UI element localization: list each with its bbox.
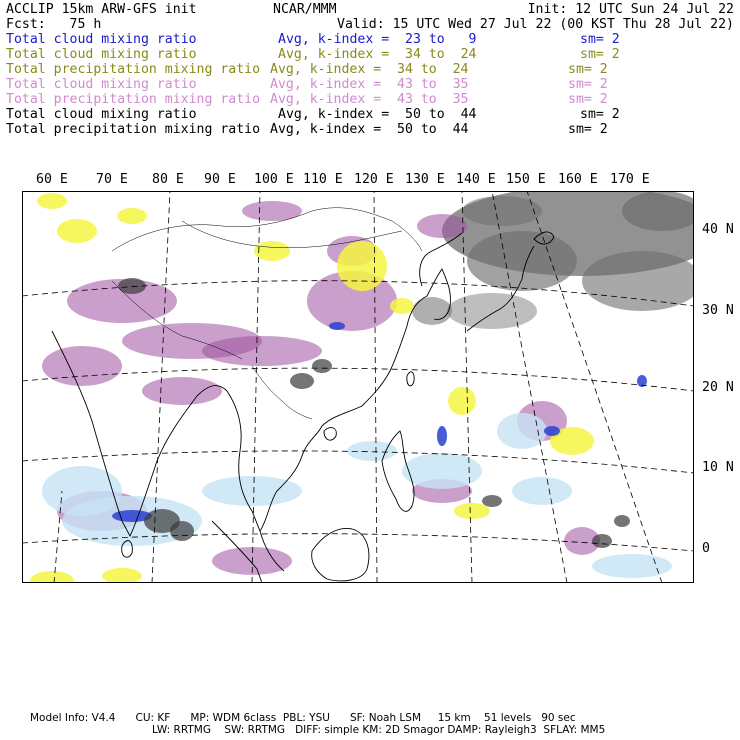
longitude-label: 70 E xyxy=(96,172,128,187)
legend-smoothing: sm= 2 xyxy=(568,122,608,137)
cloud-yellow-patch xyxy=(117,208,147,224)
legend-field-name: Total cloud mixing ratio xyxy=(6,47,197,62)
cloud-yellow-patch xyxy=(254,241,290,261)
init-time: Init: 12 UTC Sun 24 Jul 22 xyxy=(527,2,734,17)
longitude-label: 60 E xyxy=(36,172,68,187)
legend-smoothing: sm= 2 xyxy=(568,77,608,92)
cloud-blue-patch xyxy=(437,426,447,446)
cloud-yellow-patch xyxy=(37,193,67,209)
cloud-core-patch xyxy=(592,534,612,548)
longitude-label: 130 E xyxy=(405,172,445,187)
longitude-label: 160 E xyxy=(558,172,598,187)
cloud-core-patch xyxy=(170,521,194,541)
legend-field-name: Total cloud mixing ratio xyxy=(6,32,197,47)
latitude-label: 30 N xyxy=(702,303,734,318)
legend-smoothing: sm= 2 xyxy=(568,62,608,77)
cloud-lightblue-patch xyxy=(512,477,572,505)
cloud-blue-patch xyxy=(544,426,560,436)
legend-k-index-range: Avg, k-index = 43 to 35 xyxy=(270,92,469,107)
cloud-lightblue-patch xyxy=(497,413,547,449)
cloud-gray-patch xyxy=(447,293,537,329)
legend-field-name: Total cloud mixing ratio xyxy=(6,77,197,92)
run-title: ACCLIP 15km ARW-GFS init xyxy=(6,2,197,17)
cloud-core-patch xyxy=(312,359,332,373)
map-canvas xyxy=(22,191,694,583)
longitude-label: 90 E xyxy=(204,172,236,187)
legend-smoothing: sm= 2 xyxy=(580,32,620,47)
legend-field-name: Total precipitation mixing ratio xyxy=(6,62,261,77)
legend-k-index-range: Avg, k-index = 34 to 24 xyxy=(278,47,477,62)
cloud-map xyxy=(22,191,694,583)
legend-field-name: Total cloud mixing ratio xyxy=(6,107,197,122)
legend-field-name: Total precipitation mixing ratio xyxy=(6,92,261,107)
latitude-label: 40 N xyxy=(702,222,734,237)
longitude-label: 110 E xyxy=(303,172,343,187)
legend-smoothing: sm= 2 xyxy=(580,47,620,62)
longitude-label: 170 E xyxy=(610,172,650,187)
latitude-label: 10 N xyxy=(702,460,734,475)
cloud-purple-patch xyxy=(42,346,122,386)
cloud-blue-patch xyxy=(329,322,345,330)
cloud-yellow-patch xyxy=(337,241,387,291)
cloud-lightblue-patch xyxy=(402,453,482,489)
longitude-label: 100 E xyxy=(254,172,294,187)
cloud-gray-patch xyxy=(467,231,577,291)
legend-k-index-range: Avg, k-index = 34 to 24 xyxy=(270,62,469,77)
cloud-core-patch xyxy=(290,373,314,389)
longitude-label: 140 E xyxy=(456,172,496,187)
cloud-yellow-patch xyxy=(448,387,476,415)
cloud-core-patch xyxy=(614,515,630,527)
legend-k-index-range: Avg, k-index = 23 to 9 xyxy=(278,32,477,47)
latitude-label: 0 xyxy=(702,541,710,556)
cloud-purple-patch xyxy=(202,336,322,366)
legend-smoothing: sm= 2 xyxy=(568,92,608,107)
cloud-yellow-patch xyxy=(390,298,414,314)
legend-k-index-range: Avg, k-index = 43 to 35 xyxy=(270,77,469,92)
valid-time: Valid: 15 UTC Wed 27 Jul 22 (00 KST Thu 28 Jul 22) xyxy=(337,17,734,32)
cloud-purple-patch xyxy=(142,377,222,405)
longitude-label: 120 E xyxy=(354,172,394,187)
legend-smoothing: sm= 2 xyxy=(580,107,620,122)
cloud-yellow-patch xyxy=(454,503,490,519)
cloud-lightblue-patch xyxy=(592,554,672,578)
cloud-lightblue-patch xyxy=(42,466,122,516)
longitude-label: 80 E xyxy=(152,172,184,187)
cloud-core-patch xyxy=(482,495,502,507)
legend-k-index-range: Avg, k-index = 50 to 44 xyxy=(270,122,469,137)
cloud-yellow-patch xyxy=(57,219,97,243)
institution-label: NCAR/MMM xyxy=(273,2,337,17)
longitude-label: 150 E xyxy=(506,172,546,187)
latitude-label: 20 N xyxy=(702,380,734,395)
cloud-gray-patch xyxy=(412,297,452,325)
forecast-hour: Fcst: 75 h xyxy=(6,17,102,32)
model-info-line2: LW: RRTMG SW: RRTMG DIFF: simple KM: 2D Smagor DAMP: Rayleigh3 SFLAY: MM5 xyxy=(152,724,606,736)
legend-field-name: Total precipitation mixing ratio xyxy=(6,122,261,137)
model-info-line1: Model Info: V4.4 CU: KF MP: WDM 6class PBL: YSU SF: Noah LSM 15 km 51 levels 90 sec xyxy=(30,712,576,724)
legend-k-index-range: Avg, k-index = 50 to 44 xyxy=(278,107,477,122)
